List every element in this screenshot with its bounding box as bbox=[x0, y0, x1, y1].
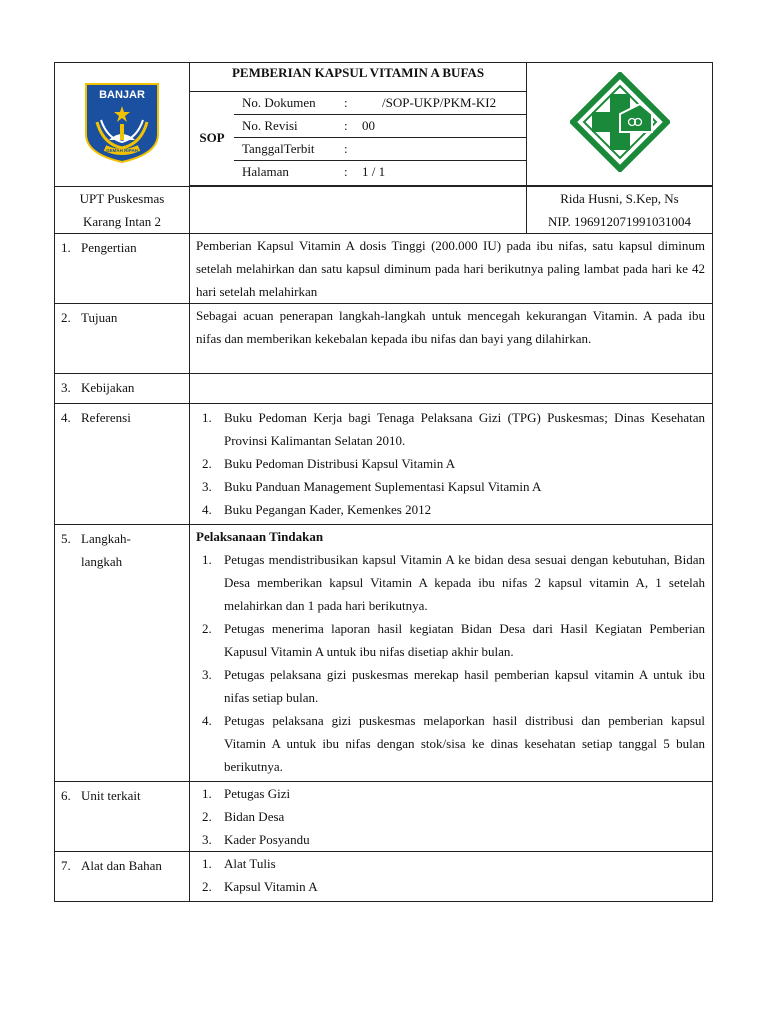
list-text: Kapsul Vitamin A bbox=[224, 879, 318, 894]
list-item bbox=[196, 475, 705, 498]
list-text: Buku Pedoman Kerja bagi Tenaga Pelaksana Gizi (TPG) Puskesmas; Dinas Kesehatan Provinsi Kalimantan Selatan 2010. bbox=[224, 410, 705, 448]
meta-row-tanggal bbox=[234, 138, 526, 161]
list-item bbox=[196, 852, 705, 875]
list-text: Petugas pelaksana gizi puskesmas melaporkan hasil distribusi dan pemberian kapsul Vitamin A untuk ibu nifas dengan stok/sisa ke dinas kesehatan setiap tanggal 5 bulan berikutnya. bbox=[224, 713, 705, 774]
langkah-list bbox=[196, 548, 705, 778]
section-label-cont: langkah bbox=[81, 554, 123, 569]
list-text: Bidan Desa bbox=[224, 809, 285, 824]
list-index: 1. bbox=[202, 856, 212, 871]
logo-banner-text: BANJAR bbox=[99, 88, 145, 101]
list-item bbox=[196, 782, 705, 805]
sop-table bbox=[54, 62, 713, 902]
section-label-alat bbox=[55, 852, 190, 902]
meta-row-revisi bbox=[234, 115, 526, 138]
list-index: 2. bbox=[202, 809, 212, 824]
title-meta-cell bbox=[190, 63, 527, 186]
meta-value: /SOP-UKP/PKM-KI2 bbox=[382, 95, 497, 110]
section-num: 5. bbox=[61, 531, 71, 546]
list-text: Petugas menerima laporan hasil kegiatan Bidan Desa dari Hasil Kegiatan Pemberian Kapusul Vitamin A untuk ibu nifas disetiap akhir bulan. bbox=[224, 621, 705, 659]
section-label-unit bbox=[55, 782, 190, 852]
alat-list bbox=[196, 852, 705, 898]
section-num: 3. bbox=[61, 380, 71, 395]
empty-org-middle bbox=[190, 187, 527, 234]
signer-nip: NIP. 196912071991031004 bbox=[547, 214, 691, 229]
meta-sep: : bbox=[344, 164, 348, 179]
list-item bbox=[196, 709, 705, 778]
list-index: 3. bbox=[202, 832, 212, 847]
section-label: Kebijakan bbox=[81, 380, 135, 395]
meta-row-dokumen bbox=[234, 92, 526, 115]
list-item bbox=[196, 828, 705, 851]
org-cell bbox=[55, 187, 190, 234]
section-content-tujuan: Sebagai acuan penerapan langkah-langkah untuk mencegah kekurangan Vitamin. A pada ibu nifas dan memberikan kekebalan kepada ibu nifas dan bayi yang dilahirkan. bbox=[190, 304, 713, 374]
signer-name: Rida Husni, S.Kep, Ns bbox=[560, 191, 679, 206]
section-label-pengertian bbox=[55, 234, 190, 304]
list-index: 3. bbox=[202, 479, 212, 494]
meta-value: 1 / 1 bbox=[362, 164, 386, 179]
list-text: Petugas mendistribusikan kapsul Vitamin A ke bidan desa sesuai dengan kebutuhan, Bidan Desa memberikan kapsul Vitamin A kepada ibu nifas 2 kapsul vitamin A, 1 setelah melahirkan dan 1 pada hari berikutnya. bbox=[224, 552, 705, 613]
list-text: Petugas pelaksana gizi puskesmas merekap hasil pemberian kapsul vitamin A untuk ibu nifas setiap bulan. bbox=[224, 667, 705, 705]
section-label-kebijakan bbox=[55, 374, 190, 404]
section-content-referensi bbox=[190, 404, 713, 525]
meta-label: TanggalTerbit bbox=[242, 141, 315, 156]
list-item bbox=[196, 548, 705, 617]
list-item bbox=[196, 406, 705, 452]
list-index: 1. bbox=[202, 786, 212, 801]
list-item bbox=[196, 452, 705, 475]
meta-table bbox=[190, 91, 526, 183]
list-text: Kader Posyandu bbox=[224, 832, 310, 847]
section-label: Referensi bbox=[81, 410, 131, 425]
list-item bbox=[196, 617, 705, 663]
section-content-pengertian: Pemberian Kapsul Vitamin A dosis Tinggi (200.000 IU) pada ibu nifas, satu kapsul diminum setelah melahirkan dan satu kapsul diminum pada hari berikutnya paling lambat pada hari ke 42 hari setelah melahirkan bbox=[190, 234, 713, 304]
list-index: 3. bbox=[202, 667, 212, 682]
list-index: 2. bbox=[202, 456, 212, 471]
list-text: Buku Pegangan Kader, Kemenkes 2012 bbox=[224, 502, 432, 517]
logo-motto-text: GEMAH RIPAH bbox=[106, 147, 138, 153]
unit-list bbox=[196, 782, 705, 851]
meta-label: No. Dokumen bbox=[242, 95, 316, 110]
list-index: 1. bbox=[202, 552, 212, 567]
meta-label: No. Revisi bbox=[242, 118, 298, 133]
puskesmas-logo-icon bbox=[570, 72, 670, 172]
section-label: Langkah- bbox=[81, 531, 131, 546]
section-label-referensi bbox=[55, 404, 190, 525]
section-label: Unit terkait bbox=[81, 788, 141, 803]
section-content-unit bbox=[190, 782, 713, 852]
list-item bbox=[196, 498, 705, 521]
list-item bbox=[196, 663, 705, 709]
section-label: Tujuan bbox=[81, 310, 118, 325]
section-num: 1. bbox=[61, 240, 71, 255]
section-content-kebijakan bbox=[190, 374, 713, 404]
list-index: 2. bbox=[202, 879, 212, 894]
list-index: 4. bbox=[202, 502, 212, 517]
document-title: PEMBERIAN KAPSUL VITAMIN A BUFAS bbox=[231, 65, 485, 80]
section-label-langkah bbox=[55, 525, 190, 782]
list-index: 4. bbox=[202, 713, 212, 728]
list-item bbox=[196, 805, 705, 828]
list-item bbox=[196, 875, 705, 898]
langkah-heading: Pelaksanaan Tindakan bbox=[196, 529, 324, 544]
section-num: 7. bbox=[61, 858, 71, 873]
banjar-logo-cell bbox=[55, 63, 190, 187]
meta-value: 00 bbox=[362, 118, 375, 133]
meta-sep: : bbox=[344, 141, 348, 156]
list-text: Buku Pedoman Distribusi Kapsul Vitamin A bbox=[224, 456, 456, 471]
meta-row-halaman bbox=[234, 161, 526, 184]
list-index: 2. bbox=[202, 621, 212, 636]
section-label-tujuan bbox=[55, 304, 190, 374]
meta-label: Halaman bbox=[242, 164, 289, 179]
section-label: Alat dan Bahan bbox=[81, 858, 162, 873]
meta-sep: : bbox=[344, 95, 348, 110]
sop-label: SOP bbox=[190, 92, 234, 184]
org-line1: UPT Puskesmas bbox=[79, 191, 165, 206]
meta-sep: : bbox=[344, 118, 348, 133]
section-label: Pengertian bbox=[81, 240, 137, 255]
section-num: 6. bbox=[61, 788, 71, 803]
signer-cell bbox=[527, 187, 713, 234]
banjar-regency-emblem-icon bbox=[83, 82, 161, 164]
referensi-list bbox=[196, 406, 705, 521]
section-content-langkah bbox=[190, 525, 713, 782]
section-num: 4. bbox=[61, 410, 71, 425]
org-line2: Karang Intan 2 bbox=[83, 214, 161, 229]
list-text: Buku Panduan Management Suplementasi Kapsul Vitamin A bbox=[224, 479, 542, 494]
puskesmas-logo-cell bbox=[527, 63, 713, 186]
section-content-alat bbox=[190, 852, 713, 902]
list-text: Alat Tulis bbox=[224, 856, 276, 871]
list-text: Petugas Gizi bbox=[224, 786, 291, 801]
list-index: 1. bbox=[202, 410, 212, 425]
section-num: 2. bbox=[61, 310, 71, 325]
